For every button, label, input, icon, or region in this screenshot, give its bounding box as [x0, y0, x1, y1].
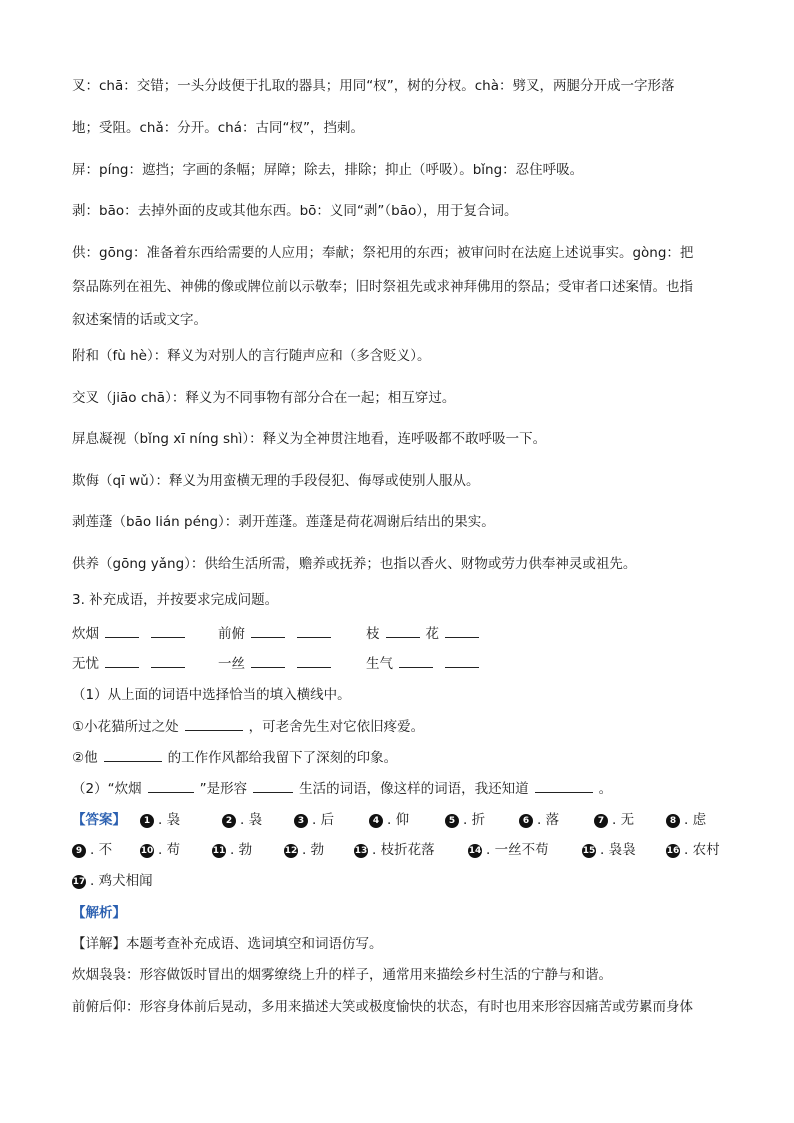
definition-line: 供养（gōng yǎng）：供给生活所需，赡养或抚养；也指以香火、财物或劳力供奉神灵或祖先。 [72, 556, 637, 572]
answer-item: 10 . 苟 [140, 842, 181, 858]
definition-line: 祭品陈列在祖先、神佛的像或牌位前以示敬奉；旧时祭祖先或求神拜佛用的祭品；受审者口述案情。也指 [72, 279, 693, 295]
answer-label: 【答案】 [72, 812, 126, 828]
idiom-row-2 [72, 652, 672, 672]
definition-line: 交叉（jiāo chā）：释义为不同事物有部分合在一起；相互穿过。 [72, 390, 456, 406]
question-title: 3. 补充成语，并按要求完成问题。 [72, 592, 279, 608]
answer-item: 16 . 农村 [666, 842, 720, 858]
sub-question-2: （2）“炊烟 ”是形容 生活的词语，像这样的词语，我还知道 。 [72, 777, 612, 797]
definition-line: 供：gōng：准备着东西给需要的人应用；奉献；祭祀用的东西；被审问时在法庭上述说事实。gòng：把 [72, 245, 694, 261]
answer-item: 6 . 落 [519, 808, 559, 828]
idiom-prefix: 无忧 [72, 652, 191, 672]
idiom-prefix: 枝 花 [366, 622, 485, 642]
answer-item: 4 . 仰 [369, 808, 409, 828]
answer-item: 13 . 枝折花落 [354, 842, 435, 858]
answer-item: 17 . 鸡犬相闻 [72, 873, 153, 889]
answer-item: 12 . 勃 [284, 842, 325, 858]
analysis-line: 炊烟袅袅：形容做饭时冒出的烟雾缭绕上升的样子，通常用来描绘乡村生活的宁静与和谐。 [72, 967, 612, 983]
answer-item: 7 . 无 [594, 808, 634, 828]
answer-item: 9 . 不 [72, 838, 112, 858]
definition-line: 屏：píng：遮挡；字画的条幅；屏障；除去，排除；抑止（呼吸）。bǐng：忍住呼吸。 [72, 162, 584, 178]
answer-item: 15 . 袅袅 [582, 842, 636, 858]
definition-line: 欺侮（qī wǔ）：释义为用蛮横无理的手段侵犯、侮辱或使别人服从。 [72, 473, 480, 489]
definition-line: 叉：chā：交错；一头分歧便于扎取的器具；用同“杈”，树的分杈。chà：劈叉，两腿分开成一字形落 [72, 78, 675, 94]
answer-item: 1 . 袅 [140, 808, 180, 828]
definition-line: 叙述案情的话或文字。 [72, 312, 207, 328]
definition-line: 地；受阻。chǎ：分开。chá：古同“杈”，挡刺。 [72, 120, 364, 136]
definition-line: 剥莲蓬（bāo lián péng）：剥开莲蓬。莲蓬是荷花凋谢后结出的果实。 [72, 514, 495, 530]
analysis-label: 【解析】 [72, 905, 126, 921]
idiom-prefix: 炊烟 [72, 622, 191, 642]
fill-sentence-2: ②他 的工作作风都给我留下了深刻的印象。 [72, 746, 397, 766]
answer-item: 11 . 勃 [212, 842, 253, 858]
definition-line: 剥：bāo：去掉外面的皮或其他东西。bō：义同“剥”（bāo），用于复合词。 [72, 203, 518, 219]
idiom-row-1 [72, 622, 672, 642]
fill-sentence-1: ①小花猫所过之处 ，可老舍先生对它依旧疼爱。 [72, 715, 424, 735]
analysis-line: 前俯后仰：形容身体前后晃动，多用来描述大笑或极度愉快的状态，有时也用来形容因痛苦或劳累而身体 [72, 999, 693, 1015]
idiom-prefix: 一丝 [218, 652, 337, 672]
answer-item: 2 . 袅 [222, 808, 262, 828]
definition-line: 屏息凝视（bǐng xī níng shì）：释义为全神贯注地看，连呼吸都不敢呼吸一下。 [72, 431, 547, 447]
answer-item: 3 . 后 [294, 808, 334, 828]
idiom-prefix: 生气 [366, 652, 485, 672]
idiom-prefix: 前俯 [218, 622, 337, 642]
answer-item: 8 . 虑 [666, 808, 706, 828]
answer-item: 5 . 折 [445, 808, 485, 828]
definition-line: 附和（fù hè）：释义为对别人的言行随声应和（多含贬义）。 [72, 348, 431, 364]
answer-item: 14 . 一丝不苟 [468, 842, 549, 858]
sub-question-1: （1）从上面的词语中选择恰当的填入横线中。 [72, 687, 351, 703]
analysis-line: 【详解】本题考查补充成语、选词填空和词语仿写。 [72, 936, 383, 952]
